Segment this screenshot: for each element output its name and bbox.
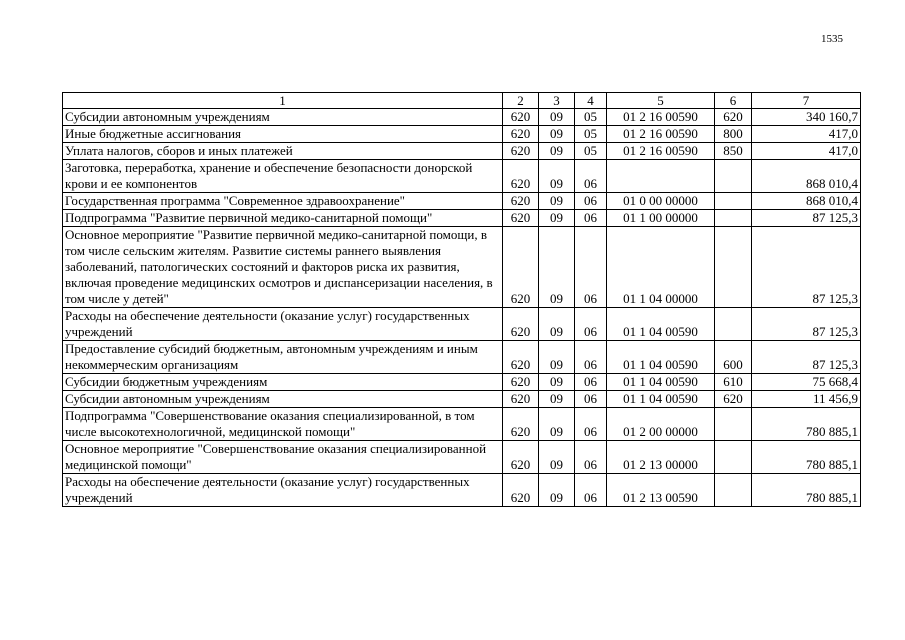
rz-cell: 09 bbox=[539, 126, 575, 143]
ved-cell: 620 bbox=[503, 474, 539, 507]
csr-cell: 01 2 16 00590 bbox=[607, 126, 715, 143]
ved-cell: 620 bbox=[503, 374, 539, 391]
table-row bbox=[63, 193, 861, 210]
row-name-cell: Предоставление субсидий бюджетным, автономным учреждениям и иным некоммерческим организациям bbox=[63, 341, 503, 374]
amount-cell: 780 885,1 bbox=[752, 408, 861, 441]
table-row bbox=[63, 227, 861, 308]
row-name-cell: Основное мероприятие "Развитие первичной медико-санитарной помощи, в том числе сельским жителям. Развитие системы раннего выявления заболеваний, патологических состояний и факторов риска их развития, включая проведение медицинских осмотров и диспансеризации населения, в том числе у детей" bbox=[63, 227, 503, 308]
row-name-cell: Расходы на обеспечение деятельности (оказание услуг) государственных учреждений bbox=[63, 474, 503, 507]
ved-cell: 620 bbox=[503, 408, 539, 441]
table-body bbox=[63, 109, 861, 507]
csr-cell: 01 2 00 00000 bbox=[607, 408, 715, 441]
ved-cell: 620 bbox=[503, 308, 539, 341]
row-name-cell: Субсидии автономным учреждениям bbox=[63, 391, 503, 408]
vr-cell bbox=[715, 193, 752, 210]
rz-cell: 09 bbox=[539, 441, 575, 474]
rz-cell: 09 bbox=[539, 308, 575, 341]
row-name-cell: Подпрограмма "Развитие первичной медико-санитарной помощи" bbox=[63, 210, 503, 227]
csr-cell: 01 0 00 00000 bbox=[607, 193, 715, 210]
amount-cell: 780 885,1 bbox=[752, 474, 861, 507]
pr-cell: 06 bbox=[575, 341, 607, 374]
ved-cell: 620 bbox=[503, 160, 539, 193]
header-row bbox=[63, 93, 861, 109]
rz-cell: 09 bbox=[539, 210, 575, 227]
column-header: 3 bbox=[539, 93, 575, 109]
row-name-cell: Уплата налогов, сборов и иных платежей bbox=[63, 143, 503, 160]
table-row bbox=[63, 341, 861, 374]
pr-cell: 05 bbox=[575, 126, 607, 143]
amount-cell: 87 125,3 bbox=[752, 308, 861, 341]
vr-cell: 800 bbox=[715, 126, 752, 143]
amount-cell: 11 456,9 bbox=[752, 391, 861, 408]
row-name-cell: Основное мероприятие "Совершенствование оказания специализированной медицинской помощи" bbox=[63, 441, 503, 474]
vr-cell bbox=[715, 441, 752, 474]
pr-cell: 06 bbox=[575, 193, 607, 210]
table-row bbox=[63, 441, 861, 474]
page-number: 1535 bbox=[821, 33, 843, 45]
amount-cell: 780 885,1 bbox=[752, 441, 861, 474]
table-row bbox=[63, 109, 861, 126]
rz-cell: 09 bbox=[539, 391, 575, 408]
table-row bbox=[63, 160, 861, 193]
csr-cell: 01 2 16 00590 bbox=[607, 143, 715, 160]
column-header: 5 bbox=[607, 93, 715, 109]
csr-cell bbox=[607, 160, 715, 193]
csr-cell: 01 1 04 00590 bbox=[607, 374, 715, 391]
column-header: 6 bbox=[715, 93, 752, 109]
csr-cell: 01 1 04 00590 bbox=[607, 341, 715, 374]
pr-cell: 06 bbox=[575, 374, 607, 391]
amount-cell: 87 125,3 bbox=[752, 227, 861, 308]
row-name-cell: Расходы на обеспечение деятельности (оказание услуг) государственных учреждений bbox=[63, 308, 503, 341]
pr-cell: 06 bbox=[575, 474, 607, 507]
vr-cell bbox=[715, 408, 752, 441]
table-row bbox=[63, 143, 861, 160]
table-row bbox=[63, 474, 861, 507]
rz-cell: 09 bbox=[539, 109, 575, 126]
budget-table bbox=[62, 92, 861, 507]
vr-cell bbox=[715, 308, 752, 341]
pr-cell: 06 bbox=[575, 391, 607, 408]
rz-cell: 09 bbox=[539, 193, 575, 210]
csr-cell: 01 2 16 00590 bbox=[607, 109, 715, 126]
table-row bbox=[63, 210, 861, 227]
csr-cell: 01 1 00 00000 bbox=[607, 210, 715, 227]
ved-cell: 620 bbox=[503, 109, 539, 126]
pr-cell: 06 bbox=[575, 227, 607, 308]
amount-cell: 417,0 bbox=[752, 143, 861, 160]
ved-cell: 620 bbox=[503, 126, 539, 143]
amount-cell: 417,0 bbox=[752, 126, 861, 143]
ved-cell: 620 bbox=[503, 210, 539, 227]
csr-cell: 01 2 13 00590 bbox=[607, 474, 715, 507]
rz-cell: 09 bbox=[539, 160, 575, 193]
pr-cell: 06 bbox=[575, 408, 607, 441]
vr-cell: 600 bbox=[715, 341, 752, 374]
vr-cell: 620 bbox=[715, 109, 752, 126]
row-name-cell: Субсидии бюджетным учреждениям bbox=[63, 374, 503, 391]
table-row bbox=[63, 408, 861, 441]
vr-cell bbox=[715, 160, 752, 193]
pr-cell: 05 bbox=[575, 109, 607, 126]
row-name-cell: Иные бюджетные ассигнования bbox=[63, 126, 503, 143]
csr-cell: 01 1 04 00590 bbox=[607, 391, 715, 408]
vr-cell: 620 bbox=[715, 391, 752, 408]
row-name-cell: Субсидии автономным учреждениям bbox=[63, 109, 503, 126]
vr-cell bbox=[715, 474, 752, 507]
table-row bbox=[63, 374, 861, 391]
table-row bbox=[63, 126, 861, 143]
ved-cell: 620 bbox=[503, 193, 539, 210]
rz-cell: 09 bbox=[539, 227, 575, 308]
row-name-cell: Заготовка, переработка, хранение и обеспечение безопасности донорской крови и ее компонентов bbox=[63, 160, 503, 193]
pr-cell: 05 bbox=[575, 143, 607, 160]
csr-cell: 01 1 04 00000 bbox=[607, 227, 715, 308]
ved-cell: 620 bbox=[503, 391, 539, 408]
amount-cell: 868 010,4 bbox=[752, 193, 861, 210]
column-header: 2 bbox=[503, 93, 539, 109]
ved-cell: 620 bbox=[503, 441, 539, 474]
amount-cell: 75 668,4 bbox=[752, 374, 861, 391]
amount-cell: 87 125,3 bbox=[752, 210, 861, 227]
row-name-cell: Подпрограмма "Совершенствование оказания специализированной, в том числе высокотехнологичной, медицинской помощи" bbox=[63, 408, 503, 441]
pr-cell: 06 bbox=[575, 308, 607, 341]
ved-cell: 620 bbox=[503, 341, 539, 374]
column-header: 4 bbox=[575, 93, 607, 109]
amount-cell: 87 125,3 bbox=[752, 341, 861, 374]
pr-cell: 06 bbox=[575, 441, 607, 474]
rz-cell: 09 bbox=[539, 143, 575, 160]
pr-cell: 06 bbox=[575, 210, 607, 227]
column-header: 1 bbox=[63, 93, 503, 109]
rz-cell: 09 bbox=[539, 374, 575, 391]
vr-cell bbox=[715, 227, 752, 308]
amount-cell: 340 160,7 bbox=[752, 109, 861, 126]
table-row bbox=[63, 308, 861, 341]
ved-cell: 620 bbox=[503, 227, 539, 308]
pr-cell: 06 bbox=[575, 160, 607, 193]
vr-cell bbox=[715, 210, 752, 227]
column-header: 7 bbox=[752, 93, 861, 109]
csr-cell: 01 1 04 00590 bbox=[607, 308, 715, 341]
csr-cell: 01 2 13 00000 bbox=[607, 441, 715, 474]
rz-cell: 09 bbox=[539, 408, 575, 441]
rz-cell: 09 bbox=[539, 341, 575, 374]
rz-cell: 09 bbox=[539, 474, 575, 507]
row-name-cell: Государственная программа "Современное здравоохранение" bbox=[63, 193, 503, 210]
vr-cell: 610 bbox=[715, 374, 752, 391]
ved-cell: 620 bbox=[503, 143, 539, 160]
amount-cell: 868 010,4 bbox=[752, 160, 861, 193]
vr-cell: 850 bbox=[715, 143, 752, 160]
table-row bbox=[63, 391, 861, 408]
